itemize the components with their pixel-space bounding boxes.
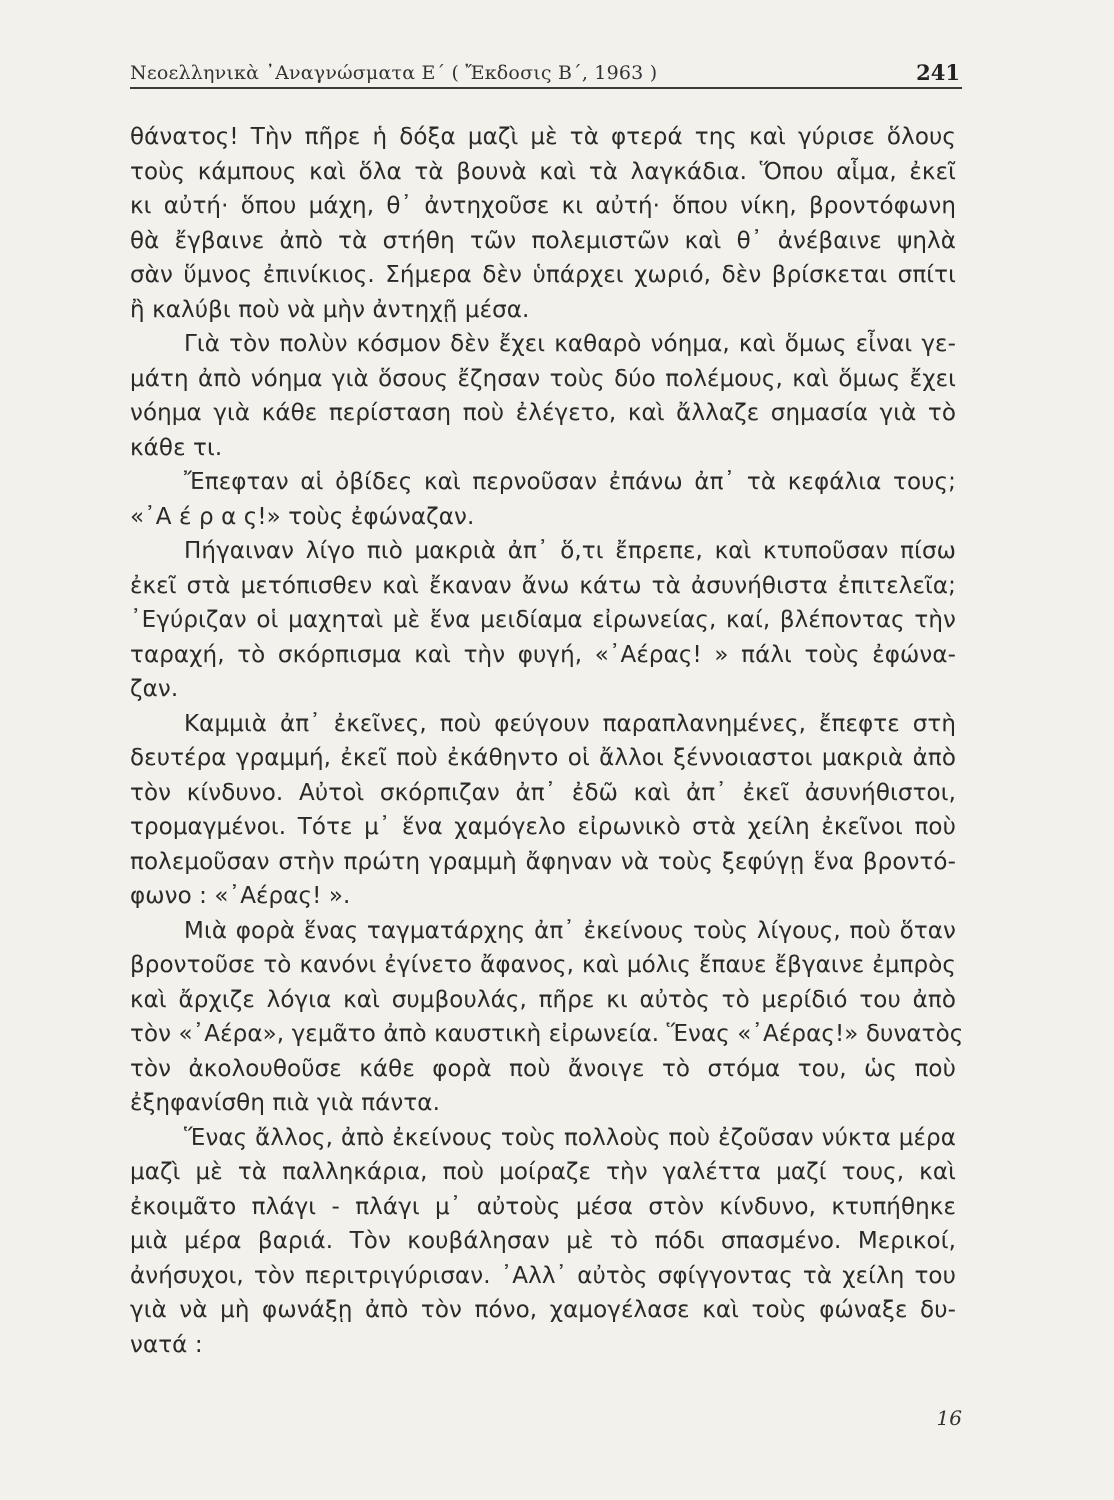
text-line: Ἔπεφταν αἱ ὀβίδες καὶ περνοῦσαν ἐπάνω ἀπ᾿ τὰ κεφάλια τους; <box>184 469 956 495</box>
text-line: μιὰ μέρα βαριά. Τὸν κουβάλησαν μὲ τὸ πόδι σπασμένο. Μερικοί, <box>130 1228 956 1254</box>
text-line: ᾿Εγύριζαν οἱ μαχηταὶ μὲ ἕνα μειδίαμα εἰρωνείας, καί, βλέποντας τὴν <box>130 607 956 633</box>
text-line: τοὺς κάμπους καὶ ὅλα τὰ βουνὰ καὶ τὰ λαγκάδια. Ὅπου αἷμα, ἐκεῖ <box>130 158 956 185</box>
text-line: φωνο : «᾿Αέρας! ». <box>130 883 351 909</box>
body-text <box>130 120 964 1362</box>
text-line: νατά : <box>130 1331 203 1358</box>
text-line: τὸν ἀκολουθοῦσε κάθε φορὰ ποὺ ἄνοιγε τὸ στόμα του, ὡς ποὺ <box>130 1055 956 1082</box>
signature-mark: 16 <box>936 1406 962 1430</box>
text-line: γιὰ νὰ μὴ φωνάξῃ ἀπὸ τὸν πόνο, χαμογέλασε καὶ τοὺς φώναξε δυ- <box>130 1297 956 1323</box>
page-number: 241 <box>916 60 960 85</box>
text-line: ἐξηφανίσθη πιὰ γιὰ πάντα. <box>130 1090 440 1116</box>
text-line: μάτη ἀπὸ νόημα γιὰ ὅσους ἔζησαν τοὺς δύο πολέμους, καὶ ὅμως ἔχει <box>130 365 956 392</box>
text-line: βροντοῦσε τὸ κανόνι ἐγίνετο ἄφανος, καὶ μόλις ἔπαυε ἔβγαινε ἐμπρὸς <box>130 952 956 978</box>
running-head <box>130 48 960 88</box>
text-line: Μιὰ φορὰ ἕνας ταγματάρχης ἀπ᾿ ἐκείνους τοὺς λίγους, ποὺ ὅταν <box>184 917 956 944</box>
text-line: Καμμιὰ ἀπ᾿ ἐκεῖνες, ποὺ φεύγουν παραπλανημένες, ἔπεφτε στὴ <box>184 710 956 737</box>
text-line: «᾿Α έ ρ α ς!» τοὺς ἐφώναζαν. <box>130 503 475 530</box>
text-line: Πήγαιναν λίγο πιὸ μακριὰ ἀπ᾿ ὅ,τι ἔπρεπε, καὶ κτυποῦσαν πίσω <box>184 538 956 564</box>
text-line: ἢ καλύβι ποὺ νὰ μὴν ἀντηχῇ μέσα. <box>130 296 530 323</box>
text-line: Ἕνας ἄλλος, ἀπὸ ἐκείνους τοὺς πολλοὺς ποὺ ἐζοῦσαν νύκτα μέρα <box>184 1124 956 1151</box>
text-line: Γιὰ τὸν πολὺν κόσμον δὲν ἔχει καθαρὸ νόημα, καὶ ὅμως εἶναι γε- <box>184 331 956 357</box>
text-line: ἐκοιμᾶτο πλάγι - πλάγι μ᾿ αὐτοὺς μέσα στὸν κίνδυνο, κτυπήθηκε <box>130 1193 956 1220</box>
text-line: νόημα γιὰ κάθε περίσταση ποὺ ἐλέγετο, καὶ ἄλλαζε σημασία γιὰ τὸ <box>130 400 956 426</box>
text-line: σὰν ὕμνος ἐπινίκιος. Σήμερα δὲν ὑπάρχει χωριό, δὲν βρίσκεται σπίτι <box>130 262 956 288</box>
text-line: ταραχή, τὸ σκόρπισμα καὶ τὴν φυγή, «᾿Αέρας! » πάλι τοὺς ἐφώνα- <box>130 641 956 668</box>
text-line: ζαν. <box>130 676 179 702</box>
header-rule <box>130 87 962 89</box>
text-line: τὸν «᾿Αέρα», γεμᾶτο ἀπὸ καυστικὴ εἰρωνεία. Ἕνας «᾿Αέρας!» δυνατὸς <box>130 1021 964 1047</box>
text-line: κι αὐτή· ὅπου μάχη, θ᾿ ἀντηχοῦσε κι αὐτή· ὅπου νίκη, βροντόφωνη <box>130 193 956 219</box>
text-line: δευτέρα γραμμή, ἐκεῖ ποὺ ἐκάθηντο οἱ ἄλλοι ξέννοιαστοι μακριὰ ἀπὸ <box>130 745 956 771</box>
text-line: μαζὶ μὲ τὰ παλληκάρια, ποὺ μοίραζε τὴν γαλέττα μαζί τους, καὶ <box>130 1159 956 1185</box>
text-line: θὰ ἔγβαινε ἀπὸ τὰ στήθη τῶν πολεμιστῶν καὶ θ᾿ ἀνέβαινε ψηλὰ <box>130 227 956 254</box>
text-line: θάνατος! Τὴν πῆρε ἡ δόξα μαζὶ μὲ τὰ φτερά της καὶ γύρισε ὅλους <box>130 124 956 150</box>
text-line: πολεμοῦσαν στὴν πρώτη γραμμὴ ἄφηναν νὰ τοὺς ξεφύγῃ ἕνα βροντό- <box>130 848 956 875</box>
text-line: ἀνήσυχοι, τὸν περιτριγύρισαν. ᾿Αλλ᾿ αὐτὸς σφίγγοντας τὰ χείλη του <box>130 1262 956 1289</box>
text-line: καὶ ἄρχιζε λόγια καὶ συμβουλάς, πῆρε κι αὐτὸς τὸ μερίδιό του ἀπὸ <box>130 986 956 1013</box>
text-line: κάθε τι. <box>130 434 223 461</box>
text-line: ἐκεῖ στὰ μετόπισθεν καὶ ἔκαναν ἄνω κάτω τὰ ἀσυνήθιστα ἐπιτελεῖα; <box>130 572 956 599</box>
text-line: τὸν κίνδυνο. Αὐτοὶ σκόρπιζαν ἀπ᾿ ἐδῶ καὶ ἀπ᾿ ἐκεῖ ἀσυνήθιστοι, <box>130 779 956 806</box>
running-title: Νεοελληνικὰ ᾿Αναγνώσματα Ε΄ ( Ἔκδοσις Β΄, 1963 ) <box>130 62 658 84</box>
text-line: τρομαγμένοι. Τότε μ᾿ ἕνα χαμόγελο εἰρωνικὸ στὰ χείλη ἐκεῖνοι ποὺ <box>130 814 956 840</box>
